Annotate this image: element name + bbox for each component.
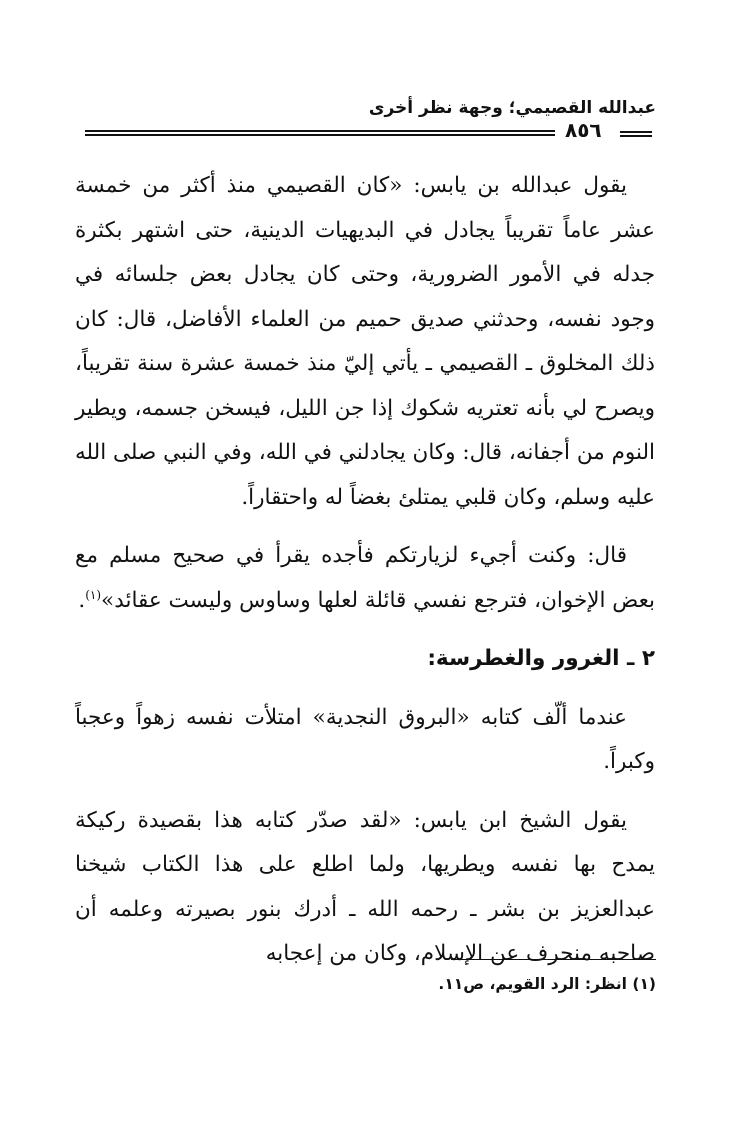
- footnote-1: (١) انظر: الرد القويم، ص١١.: [438, 975, 656, 993]
- header-rule: [85, 130, 555, 136]
- footnote-rule: [451, 959, 656, 960]
- paragraph-2: [75, 534, 655, 623]
- paragraph-4: يقول الشيخ ابن يابس: «لقد صدّر كتابه هذا بقصيدة ركيكة يمدح بها نفسه ويطريها، ولما اطلع على هذا الكتاب شيخنا عبدالعزيز بن بشر ـ رحمه الله ـ أدرك بنور بصيرته وعلمه أن صاحبه منحرف عن الإسلام، وكان من إعجابه: [75, 807, 655, 966]
- running-title: عبدالله القصيمي؛ وجهة نظر أخرى: [368, 98, 656, 118]
- page-number-rule: [620, 131, 652, 137]
- paragraph-3: عندما ألّف كتابه «البروق النجدية» امتلأت نفسه زهواً وعجباً وكبراً.: [75, 704, 655, 774]
- body-text: [75, 164, 655, 977]
- section-heading: ٢ ـ الغرور والغطرسة:: [427, 646, 655, 671]
- footnote-reference-1: (١): [85, 587, 102, 602]
- paragraph-1: يقول عبدالله بن يابس: «كان القصيمي منذ أكثر من خمسة عشر عاماً تقريباً يجادل في البديهيات الدينية، حتى اشتهر بكثرة جدله في الأمور الضرورية، وحتى كان يجادل بعض جلسائه في وجود نفسه، وحدثني صديق حميم من العلماء الأفاضل، قال: كان ذلك المخلوق ـ القصيمي ـ يأتي إليّ منذ خمسة عشرة سنة تقريباً، ويصرح لي بأنه تعتريه شكوك إذا جن الليل، فيسخن جسمه، ويطير النوم من أجفانه، قال: وكان يجادلني في الله، وفي النبي صلى الله عليه وسلم، وكان قلبي يمتلئ بغضاً له واحتقاراً.: [75, 173, 655, 510]
- page-number: ٨٥٦: [565, 118, 602, 142]
- paragraph-2-end: .: [78, 587, 86, 613]
- paragraph-2-text: قال: وكنت أجيء لزيارتكم فأجده يقرأ في صحيح مسلم مع بعض الإخوان، فترجع نفسي قائلة لعلها وساوس وليست عقائد»: [75, 543, 655, 613]
